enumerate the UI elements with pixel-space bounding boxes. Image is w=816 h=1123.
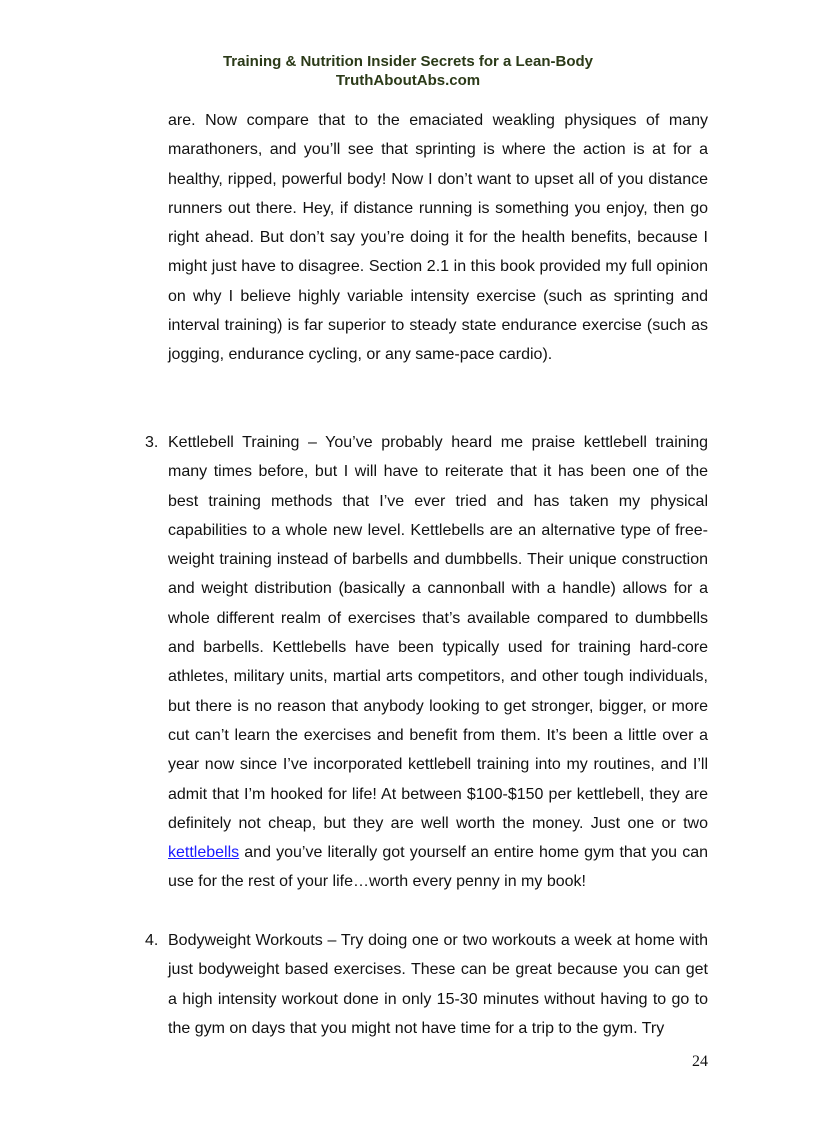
kettlebells-link[interactable]: kettlebells xyxy=(168,844,240,862)
page-header xyxy=(0,52,816,90)
list-item-body xyxy=(168,428,708,897)
list-item-text-continued: and you’ve literally got yourself an entire home gym that you can use for the rest of your life…worth every penny in my book! xyxy=(168,844,708,891)
header-title: Training & Nutrition Insider Secrets for a Lean-Body xyxy=(222,53,594,70)
page-number: 24 xyxy=(692,1053,708,1070)
list-item-text: Bodyweight Workouts – Try doing one or two workouts a week at home with just bodyweight based exercises. These can be great because you can get a high intensity workout done in only 15-30 minutes without having to go to the gym on days that you might not have time for a trip to the gym. Try xyxy=(168,932,708,1037)
intro-paragraph: are. Now compare that to the emaciated weakling physiques of many marathoners, and you’ll see that sprinting is where the action is at for a healthy, ripped, powerful body! Now I don’t want to upset all of you distance runners out there. Hey, if distance running is something you enjoy, then go right ahead. But don’t say you’re doing it for the health benefits, because I might just have to disagree. Section 2.1 in this book provided my full opinion on why I believe highly variable intensity exercise (such as sprinting and interval training) is far superior to steady state endurance exercise (such as jogging, endurance cycling, or any same-pace cardio). xyxy=(168,112,708,364)
list-item-text: Kettlebell Training – You’ve probably heard me praise kettlebell training many times before, but I will have to reiterate that it has been one of the best training methods that I’ve ever tried and has taken my physical capabilities to a whole new level. Kettlebells are an alternative type of free-weight training instead of barbells and dumbbells. Their unique construction and weight distribution (basically a cannonball with a handle) allows for a whole different realm of exercises that’s available compared to dumbbells and barbells. Kettlebells have been typically used for training hard-core athletes, military units, martial arts competitors, and other tough individuals, but there is no reason that anybody looking to get stronger, bigger, or more cut can’t learn the exercises and benefit from them. It’s been a little over a year now since I’ve incorporated kettlebell training into my routines, and I’ll admit that I’m hooked for life! At between $100-$150 per kettlebell, they are definitely not cheap, but they are well worth the money. Just one or two xyxy=(168,434,708,832)
list-item-number: 4. xyxy=(145,932,159,949)
list-item-bodyweight-workouts xyxy=(145,926,708,1043)
list-item-number: 3. xyxy=(145,434,159,451)
list-item-kettlebell-training xyxy=(145,428,708,897)
header-site: TruthAboutAbs.com xyxy=(335,72,481,89)
